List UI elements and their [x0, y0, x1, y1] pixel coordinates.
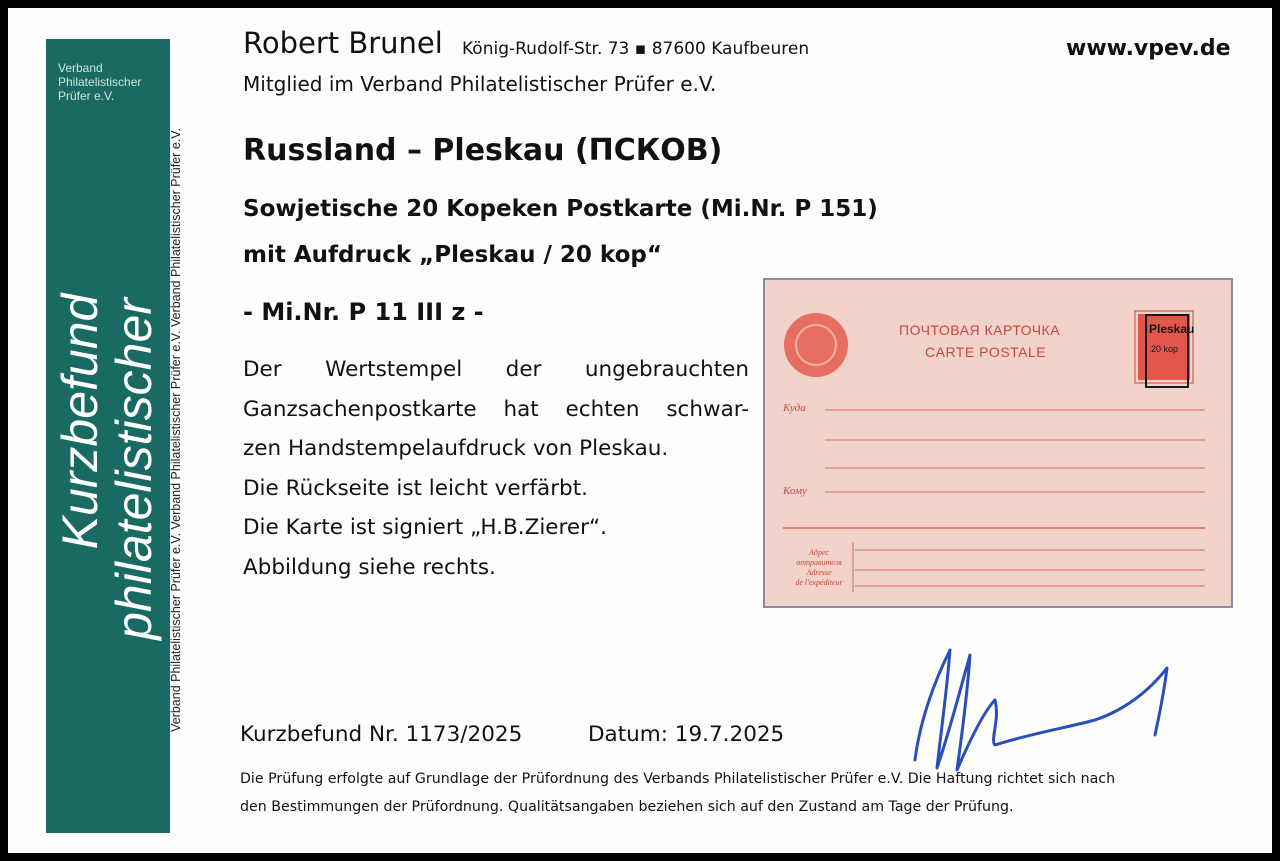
condition-text [243, 350, 749, 587]
examiner-signature [895, 640, 1195, 780]
postcard-komu-label: Кому [783, 485, 807, 497]
desc-line: Die Karte ist signiert „H.B.Zierer“. [243, 515, 607, 540]
item-description: Sowjetische 20 Kopeken Postkarte (Mi.Nr. P 151) [243, 196, 878, 222]
postcard-image [763, 278, 1233, 608]
postcard-sender-label: Адрес отправителя Adresse de l'expéditeur [795, 548, 843, 587]
certificate-number: Kurzbefund Nr. 1173/2025 [240, 722, 523, 747]
desc-line: Die Rückseite ist leicht verfärbt. [243, 475, 588, 501]
certificate-title: Russland – Pleskau (ПСКОВ) [243, 133, 723, 168]
side-band [46, 39, 170, 833]
band-title-line1: philatelistischer [106, 298, 162, 640]
legal-line: den Bestimmungen der Prüfordnung. Qualitätsangaben beziehen sich auf den Zustand am Tage der Prüfung. [240, 799, 1014, 815]
band-title-line2: Kurzbefund [52, 293, 108, 550]
membership-line: Mitglied im Verband Philatelistischer Prüfer e.V. [243, 72, 717, 96]
legal-notice [240, 765, 1230, 821]
examiner-address: König-Rudolf-Str. 73 ▪ 87600 Kaufbeuren [462, 39, 810, 59]
legal-line: Die Prüfung erfolgte auf Grundlage der Prüfordnung des Verbands Philatelistischer Prüfer e.V. Die Haftung richtet sich nach [240, 771, 1116, 787]
postcard-kuda-label: Куда [783, 402, 806, 414]
desc-line: Der Wertstempel der ungebrauchten [243, 357, 749, 382]
postcard-title-ru: ПОЧТОВАЯ КАРТОЧКА [899, 322, 1061, 338]
catalog-number: - Mi.Nr. P 11 III z - [243, 298, 484, 326]
desc-line: Ganzsachenpostkarte hat echten schwar- [243, 396, 749, 422]
band-association-label: Verband Philatelistischer Prüfer e.V. [58, 61, 142, 103]
desc-line: Abbildung siehe rechts. [243, 554, 496, 580]
certificate-date: Datum: 19.7.2025 [588, 722, 785, 747]
postcard-title-fr: CARTE POSTALE [925, 344, 1047, 360]
pleskau-overprint: Pleskau 20 kop [1145, 314, 1189, 388]
band-title [54, 294, 162, 645]
website-link[interactable]: www.vpev.de [1066, 36, 1231, 61]
desc-line: zen Handstempelaufdruck von Pleskau. [243, 436, 669, 461]
examiner-name: Robert Brunel [243, 26, 443, 60]
vertical-association-strip: Verband Philatelistischer Prüfer e.V. Verband Philatelistischer Prüfer e.V. Verband Philatelistischer Prüfer e.V. [169, 128, 183, 732]
overprint-description: mit Aufdruck „Pleskau / 20 kop“ [243, 242, 662, 268]
